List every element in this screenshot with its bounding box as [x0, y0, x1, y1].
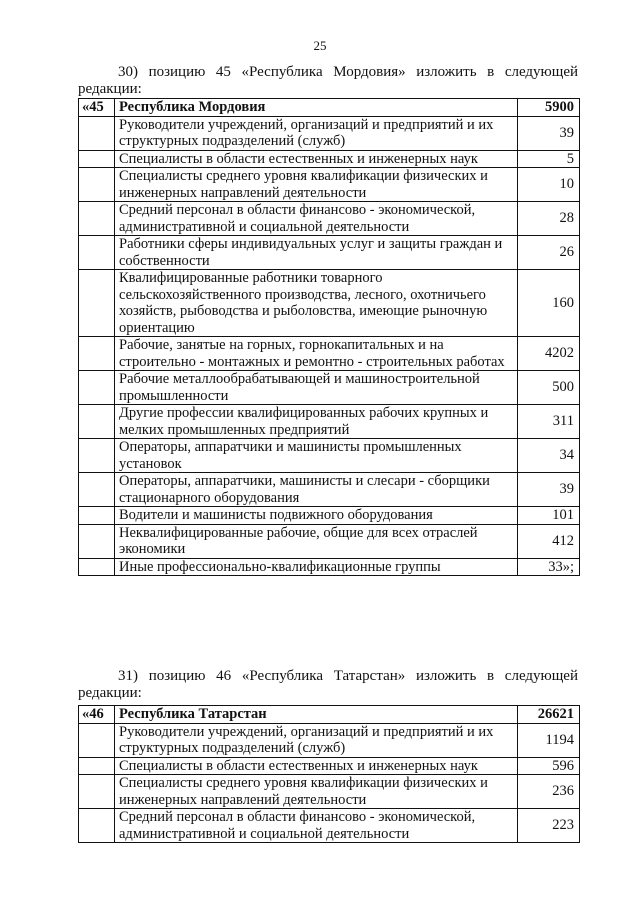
group-value: 500 — [518, 371, 580, 405]
region-name: Республика Мордовия — [115, 99, 518, 117]
page-number: 25 — [313, 38, 327, 53]
table-row — [79, 558, 580, 576]
empty-code-cell — [79, 236, 115, 270]
group-value: 101 — [518, 507, 580, 525]
region-total: 5900 — [518, 99, 580, 117]
group-value: 596 — [518, 757, 580, 775]
group-value: 236 — [518, 775, 580, 809]
empty-code-cell — [79, 809, 115, 843]
empty-code-cell — [79, 405, 115, 439]
region-name: Республика Татарстан — [115, 706, 518, 724]
intro-line: редакции: — [78, 685, 142, 701]
group-name: Руководители учреждений, организаций и предприятий и их структурных подразделений (служб) — [115, 723, 518, 757]
intro-line: редакции: — [78, 81, 142, 97]
group-name: Руководители учреждений, организаций и предприятий и их структурных подразделений (служб) — [115, 116, 518, 150]
group-name: Средний персонал в области финансово - экономической, административной и социальной деятельности — [115, 202, 518, 236]
group-name: Другие профессии квалифицированных рабочих крупных и мелких промышленных предприятий — [115, 405, 518, 439]
empty-code-cell — [79, 116, 115, 150]
table-position-45 — [78, 98, 580, 576]
empty-code-cell — [79, 558, 115, 576]
amendment-intro-45 — [78, 64, 578, 98]
group-name: Специалисты в области естественных и инженерных наук — [115, 757, 518, 775]
empty-code-cell — [79, 775, 115, 809]
group-name: Неквалифицированные рабочие, общие для всех отраслей экономики — [115, 524, 518, 558]
empty-code-cell — [79, 270, 115, 337]
table-row — [79, 270, 580, 337]
group-value: 1194 — [518, 723, 580, 757]
table-row — [79, 507, 580, 525]
group-value: 10 — [518, 168, 580, 202]
table-row — [79, 809, 580, 843]
group-name: Квалифицированные работники товарного сельскохозяйственного производства, лесного, охотничьего хозяйств, рыбоводства и рыболовства, имеющие рыночную ориентацию — [115, 270, 518, 337]
empty-code-cell — [79, 507, 115, 525]
region-header-row — [79, 99, 580, 117]
table-row — [79, 524, 580, 558]
group-value: 311 — [518, 405, 580, 439]
empty-code-cell — [79, 723, 115, 757]
group-value: 33»; — [518, 558, 580, 576]
empty-code-cell — [79, 168, 115, 202]
intro-line: 30) позицию 45 «Республика Мордовия» изложить в следующей — [118, 64, 578, 80]
empty-code-cell — [79, 524, 115, 558]
table-position-46 — [78, 705, 580, 843]
group-name: Средний персонал в области финансово - экономической, административной и социальной деятельности — [115, 809, 518, 843]
group-value: 4202 — [518, 337, 580, 371]
region-total: 26621 — [518, 706, 580, 724]
empty-code-cell — [79, 337, 115, 371]
table-row — [79, 236, 580, 270]
group-name: Рабочие, занятые на горных, горнокапитальных и на строительно - монтажных и ремонтно - строительных работах — [115, 337, 518, 371]
table-row — [79, 473, 580, 507]
group-name: Специалисты среднего уровня квалификации физических и инженерных направлений деятельности — [115, 168, 518, 202]
group-value: 5 — [518, 150, 580, 168]
group-name: Водители и машинисты подвижного оборудования — [115, 507, 518, 525]
empty-code-cell — [79, 202, 115, 236]
group-value: 223 — [518, 809, 580, 843]
position-code: «45 — [79, 99, 115, 117]
group-name: Работники сферы индивидуальных услуг и защиты граждан и собственности — [115, 236, 518, 270]
region-header-row — [79, 706, 580, 724]
table-row — [79, 371, 580, 405]
group-value: 34 — [518, 439, 580, 473]
group-value: 160 — [518, 270, 580, 337]
group-name: Специалисты среднего уровня квалификации физических и инженерных направлений деятельности — [115, 775, 518, 809]
empty-code-cell — [79, 150, 115, 168]
group-value: 39 — [518, 116, 580, 150]
empty-code-cell — [79, 473, 115, 507]
amendment-intro-46 — [78, 668, 578, 702]
group-name: Специалисты в области естественных и инженерных наук — [115, 150, 518, 168]
empty-code-cell — [79, 757, 115, 775]
group-name: Операторы, аппаратчики, машинисты и слесари - сборщики стационарного оборудования — [115, 473, 518, 507]
empty-code-cell — [79, 371, 115, 405]
group-value: 412 — [518, 524, 580, 558]
group-name: Иные профессионально-квалификационные группы — [115, 558, 518, 576]
group-name: Рабочие металлообрабатывающей и машиностроительной промышленности — [115, 371, 518, 405]
table-row — [79, 757, 580, 775]
empty-code-cell — [79, 439, 115, 473]
group-value: 28 — [518, 202, 580, 236]
table-row — [79, 168, 580, 202]
table-row — [79, 202, 580, 236]
intro-line: 31) позицию 46 «Республика Татарстан» изложить в следующей — [118, 668, 578, 684]
table-row — [79, 150, 580, 168]
table-row — [79, 775, 580, 809]
group-value: 26 — [518, 236, 580, 270]
table-row — [79, 405, 580, 439]
position-code: «46 — [79, 706, 115, 724]
table-row — [79, 439, 580, 473]
table-row — [79, 116, 580, 150]
table-row — [79, 723, 580, 757]
group-name: Операторы, аппаратчики и машинисты промышленных установок — [115, 439, 518, 473]
table-row — [79, 337, 580, 371]
group-value: 39 — [518, 473, 580, 507]
